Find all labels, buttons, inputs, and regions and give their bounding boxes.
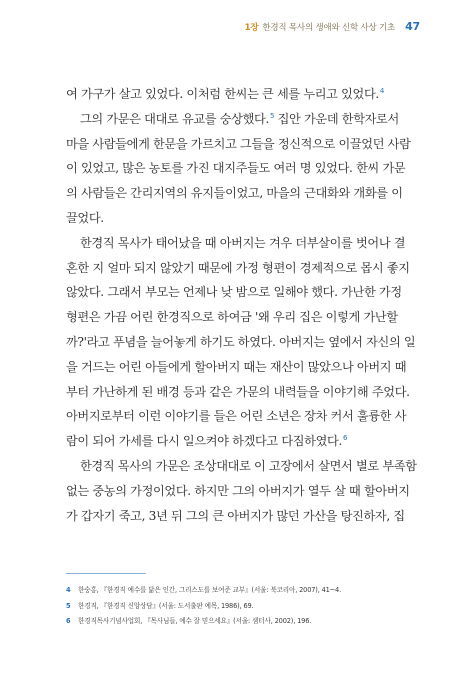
paragraph bbox=[66, 107, 421, 231]
line-text: 람이 되어 가세를 다시 일으켜야 하겠다고 다짐하였다. bbox=[66, 434, 342, 449]
text-line bbox=[66, 404, 421, 429]
line-text: 여 가구가 살고 있었다. 이처럼 한씨는 큰 세를 누리고 있었다. bbox=[66, 87, 379, 101]
text-line bbox=[66, 206, 421, 231]
text-line bbox=[66, 280, 421, 305]
line-text: 끌었다. bbox=[66, 210, 104, 225]
line-text: 의 사람들은 간리지역의 유지들이었고, 마을의 근대화와 개화를 이 bbox=[66, 186, 403, 201]
text-line bbox=[66, 107, 421, 132]
text-line bbox=[66, 156, 421, 181]
footnote-number: 5 bbox=[66, 601, 71, 610]
text-line bbox=[66, 479, 421, 504]
footnote-item bbox=[66, 583, 426, 599]
line-text: 아버지로부터 이런 이야기를 들은 어린 소년은 장차 커서 훌륭한 사 bbox=[66, 409, 407, 424]
footnote-text: 한경직목사기념사업회, 『목사님들, 예수 잘 믿으세요』(서울: 샘터사, 2002), 196. bbox=[78, 617, 312, 625]
line-text: 이 있었고, 많은 농토를 가진 대지주들도 여러 명 있었다. 한씨 가문 bbox=[66, 161, 406, 176]
footnote-number: 4 bbox=[66, 586, 71, 594]
chapter-label: 1장 bbox=[244, 23, 259, 33]
footnote-marker[interactable]: 5 bbox=[269, 111, 275, 120]
line-text: 마을 사람들에게 한문을 가르치고 그들을 정신적으로 이끌었던 사람 bbox=[66, 136, 411, 151]
line-text: 않았다. 그래서 부모는 언제나 낮 밤으로 일해야 했다. 가난한 가정 bbox=[66, 285, 402, 300]
line-text: 혼한 지 얼마 되지 않았기 때문에 가정 형편이 경제적으로 몹시 좋지 bbox=[66, 260, 410, 275]
footnote-number: 6 bbox=[66, 617, 71, 625]
text-line bbox=[66, 454, 421, 479]
paragraph bbox=[66, 231, 421, 454]
text-line bbox=[66, 181, 421, 206]
footnote-divider bbox=[66, 573, 146, 574]
text-line bbox=[66, 305, 421, 330]
page-number: 47 bbox=[405, 20, 420, 33]
footnote-text: 한경직, 『한경직 신앙상담』(서울: 도서출판 예목, 1986), 69. bbox=[78, 601, 254, 610]
text-line bbox=[66, 330, 421, 355]
footnote-item bbox=[66, 599, 426, 615]
line-text: 을 거드는 어린 아들에게 할아버지 때는 재산이 많았으나 아버지 때 bbox=[66, 359, 407, 374]
line-text-continued: 집안 가운데 한학자로서 bbox=[274, 111, 399, 126]
chapter-title: 한경직 목사의 생애와 신학 사상 기초 bbox=[262, 23, 396, 33]
footnote-text: 한숭홍, 『한경직 예수를 닮은 인간, 그리스도를 보여준 교부』(서울: 북코리아, 2007), 41~4. bbox=[78, 586, 342, 594]
text-line bbox=[66, 355, 421, 380]
text-line bbox=[66, 429, 421, 454]
line-text: 한경직 목사의 가문은 조상대대로 이 고장에서 살면서 별로 부족함 bbox=[80, 458, 417, 473]
text-line bbox=[66, 380, 421, 405]
text-line bbox=[66, 256, 421, 281]
footnote-item bbox=[66, 614, 426, 630]
line-text: 그의 가문은 대대로 유교를 숭상했다. bbox=[80, 111, 269, 126]
text-line bbox=[66, 231, 421, 256]
text-line bbox=[66, 504, 421, 529]
paragraph bbox=[66, 454, 421, 528]
text-line bbox=[66, 132, 421, 157]
footnotes bbox=[66, 583, 426, 630]
body-text bbox=[66, 82, 421, 528]
line-text: 한경직 목사가 태어났을 때 아버지는 겨우 더부살이를 벗어나 결 bbox=[80, 235, 406, 250]
paragraph bbox=[66, 82, 421, 107]
line-text: 까?'라고 푸념을 늘어놓게 하기도 하였다. 아버지는 옆에서 자신의 일 bbox=[66, 334, 416, 349]
line-text: 형편은 가끔 어린 한경직으로 하여금 '왜 우리 집은 이렇게 가난할 bbox=[66, 310, 398, 325]
footnote-marker[interactable]: 6 bbox=[342, 434, 348, 443]
line-text: 없는 중농의 가정이었다. 하지만 그의 아버지가 열두 살 때 할아버지 bbox=[66, 483, 410, 498]
line-text: 부터 가난하게 된 배경 등과 같은 가문의 내력들을 이야기해 주었다. bbox=[66, 384, 410, 399]
footnote-marker[interactable]: 4 bbox=[379, 86, 385, 95]
text-line bbox=[66, 82, 421, 107]
line-text: 가 갑자기 죽고, 3년 뒤 그의 큰 아버지가 많던 가산을 탕진하자, 집 bbox=[66, 508, 405, 523]
running-header bbox=[245, 20, 420, 33]
